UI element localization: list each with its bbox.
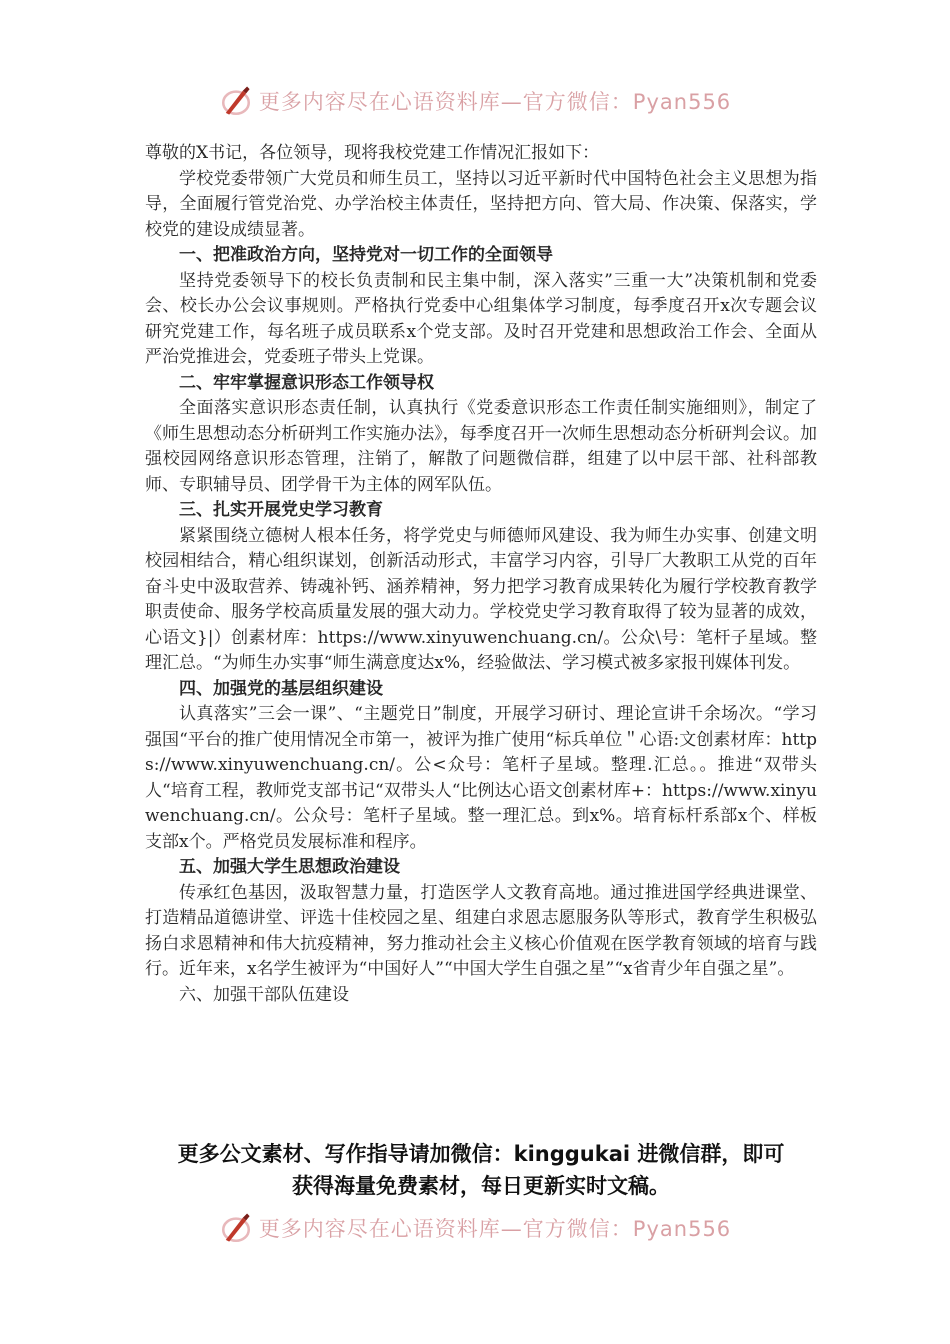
section-heading: 五、加强大学生思想政治建设 [179,857,400,877]
section-body: 认真落实”三会一课”、“主题党日”制度，开展学习研讨、理论宣讲千余场次。“学习强国“平台的推广使用情况全市第一，被评为推广使用“标兵单位＂心语:文创素材库：https://www.xinyuwenchuang.cn/。公<众号：笔杆子星域。整理.汇总。。推进“双带头人“培育工程，教师党支部书记“双带头人“比例达心语文创素材库+：https://www.xinyuwenchuang.cn/。公众号：笔杆子星域。整一理汇总。到x%。培育标杆系部x个、样板支部x个。严格党员发展标准和程序。 [145,704,817,852]
intro-paragraph: 学校党委带领广大党员和师生员工，坚持以习近平新时代中国特色社会主义思想为指导，全面履行管党治党、办学治校主体责任，坚持把方向、管大局、作决策、保落实，学校党的建设成绩显著。 [145,168,817,240]
section-body: 紧紧围绕立德树人根本任务，将学党史与师德师风建设、我为师生办实事、创建文明校园相结合，精心组织谋划，创新活动形式，丰富学习内容，引导厂大教职工从党的百年奋斗史中汲取营养、铸魂补钙、涵养精神，努力把学习教育成果转化为履行学校教育教学职责使命、服务学校高质量发展的强大动力。学校党史学习教育取得了较为显著的成效，心语文}|）创素材库：https://www.xinyuwenchuang.cn/。公众\号：笔杆子星域。整理汇总。“为师生办实事“师生满意度达x%，经验做法、学习模式被多家报刊媒体刊发。 [145,525,817,673]
section-heading-last: 六、加强干部队伍建设 [179,984,349,1005]
section-heading: 一、把准政治方向，坚持党对一切工作的全面领导 [179,245,553,265]
section-heading: 二、牢牢掌握意识形态工作领导权 [179,372,434,393]
section-body: 全面落实意识形态责任制，认真执行《党委意识形态工作责任制实施细则》，制定了《师生思想动态分析研判工作实施办法》，每季度召开一次师生思想动态分析研判会议。加强校园网络意识形态管理，注销了，解散了问题微信群，组建了以中层干部、社科部教师、专职辅导员、团学骨干为主体的网军队伍。 [145,398,817,495]
pen-logo-icon [219,84,253,118]
salutation: 尊敬的X书记，各位领导，现将我校党建工作情况汇报如下： [145,143,600,163]
promo-line-2: 获得海量免费素材，每日更新实时文稿。 [292,1174,670,1198]
pen-logo-icon [219,1211,253,1245]
section-body: 坚持党委领导下的校长负责制和民主集中制，深入落实”三重一大”决策机制和党委会、校长办公会议事规则。严格执行党委中心组集体学习制度，每季度召开x次专题会议研究党建工作，每名班子成员联系x个党支部。及时召开党建和思想政治工作会、全面从严治党推进会，党委班子带头上党课。 [145,270,817,367]
section-heading: 四、加强党的基层组织建设 [179,678,383,699]
section-body: 传承红色基因，汲取智慧力量，打造医学人文教育高地。通过推进国学经典进课堂、打造精品道德讲堂、评选十佳校园之星、组建白求恩志愿服务队等形式，教育学生积极弘扬白求恩精神和伟大抗疫精神，努力推动社会主义核心价值观在医学教育领域的培育与践行。近年来，x名学生被评为“中国好人”“中国大学生自强之星”“x省青少年自强之星”。 [145,882,817,979]
banner-text: 更多内容尽在心语资料库—官方微信：Pyan556 [258,90,732,114]
report-document [145,141,817,1008]
promo-line-1: 更多公文素材、写作指导请加微信：kinggukai 进微信群，即可 [177,1142,785,1166]
section-heading: 三、扎实开展党史学习教育 [179,500,383,520]
footer-banner [0,1211,950,1245]
header-banner [0,84,950,118]
promo-notice [145,1138,817,1202]
banner-text: 更多内容尽在心语资料库—官方微信：Pyan556 [258,1217,732,1241]
